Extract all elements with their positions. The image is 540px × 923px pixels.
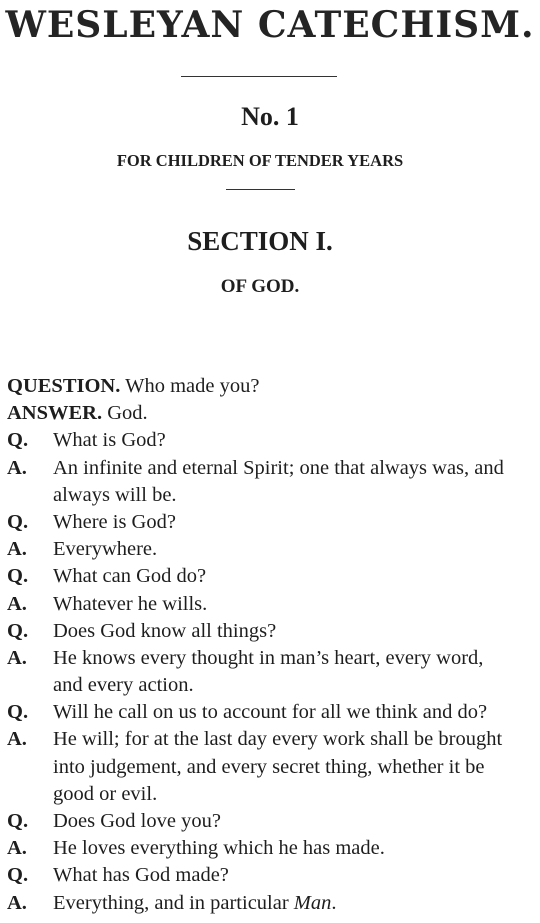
answer-line [0, 536, 540, 563]
question-tag: Q. [7, 864, 29, 887]
intro-question [0, 373, 540, 400]
question-text: Does God love you? [53, 810, 221, 832]
section-heading: SECTION I. [187, 226, 333, 256]
answer-text: God. [102, 402, 148, 425]
question-line [0, 427, 540, 454]
emphasis-text: Man [293, 891, 332, 914]
answer-text: He will; for at the last day every work shall be brought [53, 728, 503, 751]
question-text: Will he call on us to account for all we think and do? [53, 701, 488, 724]
answer-line [0, 781, 540, 808]
question-text: Where is God? [53, 510, 176, 533]
question-text: Does God know all things? [53, 619, 277, 642]
question-line [0, 699, 540, 726]
answer-label: ANSWER. [7, 402, 103, 425]
answer-tag: A. [7, 646, 27, 669]
intro-answer [0, 400, 540, 427]
question-line [0, 509, 540, 536]
answer-line [0, 754, 540, 781]
answer-line [0, 835, 540, 862]
answer-line [0, 645, 540, 672]
question-line [0, 618, 540, 645]
question-tag: Q. [7, 619, 29, 642]
question-answer-list [0, 373, 540, 917]
answer-tag: A. [7, 538, 27, 561]
answer-tag: A. [7, 891, 27, 914]
question-line [0, 808, 540, 835]
answer-text: Whatever he wills. [53, 592, 208, 615]
question-text: What is God? [53, 429, 166, 452]
question-line [0, 563, 540, 590]
question-label: QUESTION. [7, 375, 121, 397]
question-text: Who made you? [120, 375, 260, 397]
answer-text: He knows every thought in man’s heart, every word, [53, 646, 484, 669]
section-topic: OF GOD. [220, 276, 300, 297]
question-text: What has God made? [53, 864, 229, 887]
answer-tag: A. [7, 456, 27, 479]
answer-text: good or evil. [53, 782, 158, 805]
answer-text: into judgement, and every secret thing, whether it be [53, 755, 485, 778]
title-divider [181, 76, 337, 77]
answer-tag: A. [7, 728, 27, 751]
answer-line [0, 726, 540, 753]
answer-tag: A. [7, 592, 27, 615]
answer-line [0, 672, 540, 699]
question-line [0, 862, 540, 889]
subtitle-divider [226, 189, 295, 190]
question-tag: Q. [7, 429, 29, 452]
catechism-number: No. 1 [241, 102, 299, 131]
answer-text: and every action. [53, 674, 194, 697]
answer-line [0, 455, 540, 482]
answer-text: Everything, and in particular [53, 891, 294, 914]
answer-line [0, 890, 540, 917]
answer-text: He loves everything which he has made. [53, 837, 385, 860]
question-tag: Q. [7, 565, 29, 588]
answer-tag: A. [7, 837, 27, 860]
question-text: What can God do? [53, 565, 207, 588]
document-title: WESLEYAN CATECHISM. [5, 4, 535, 46]
question-tag: Q. [7, 701, 29, 724]
punctuation: . [331, 891, 337, 914]
question-tag: Q. [7, 810, 29, 832]
answer-text: Everywhere. [53, 538, 158, 561]
question-tag: Q. [7, 510, 29, 533]
answer-line [0, 482, 540, 509]
answer-text: always will be. [53, 483, 177, 506]
answer-text: An infinite and eternal Spirit; one that always was, and [53, 456, 504, 479]
answer-line [0, 591, 540, 618]
catechism-subtitle: FOR CHILDREN OF TENDER YEARS [116, 151, 404, 170]
